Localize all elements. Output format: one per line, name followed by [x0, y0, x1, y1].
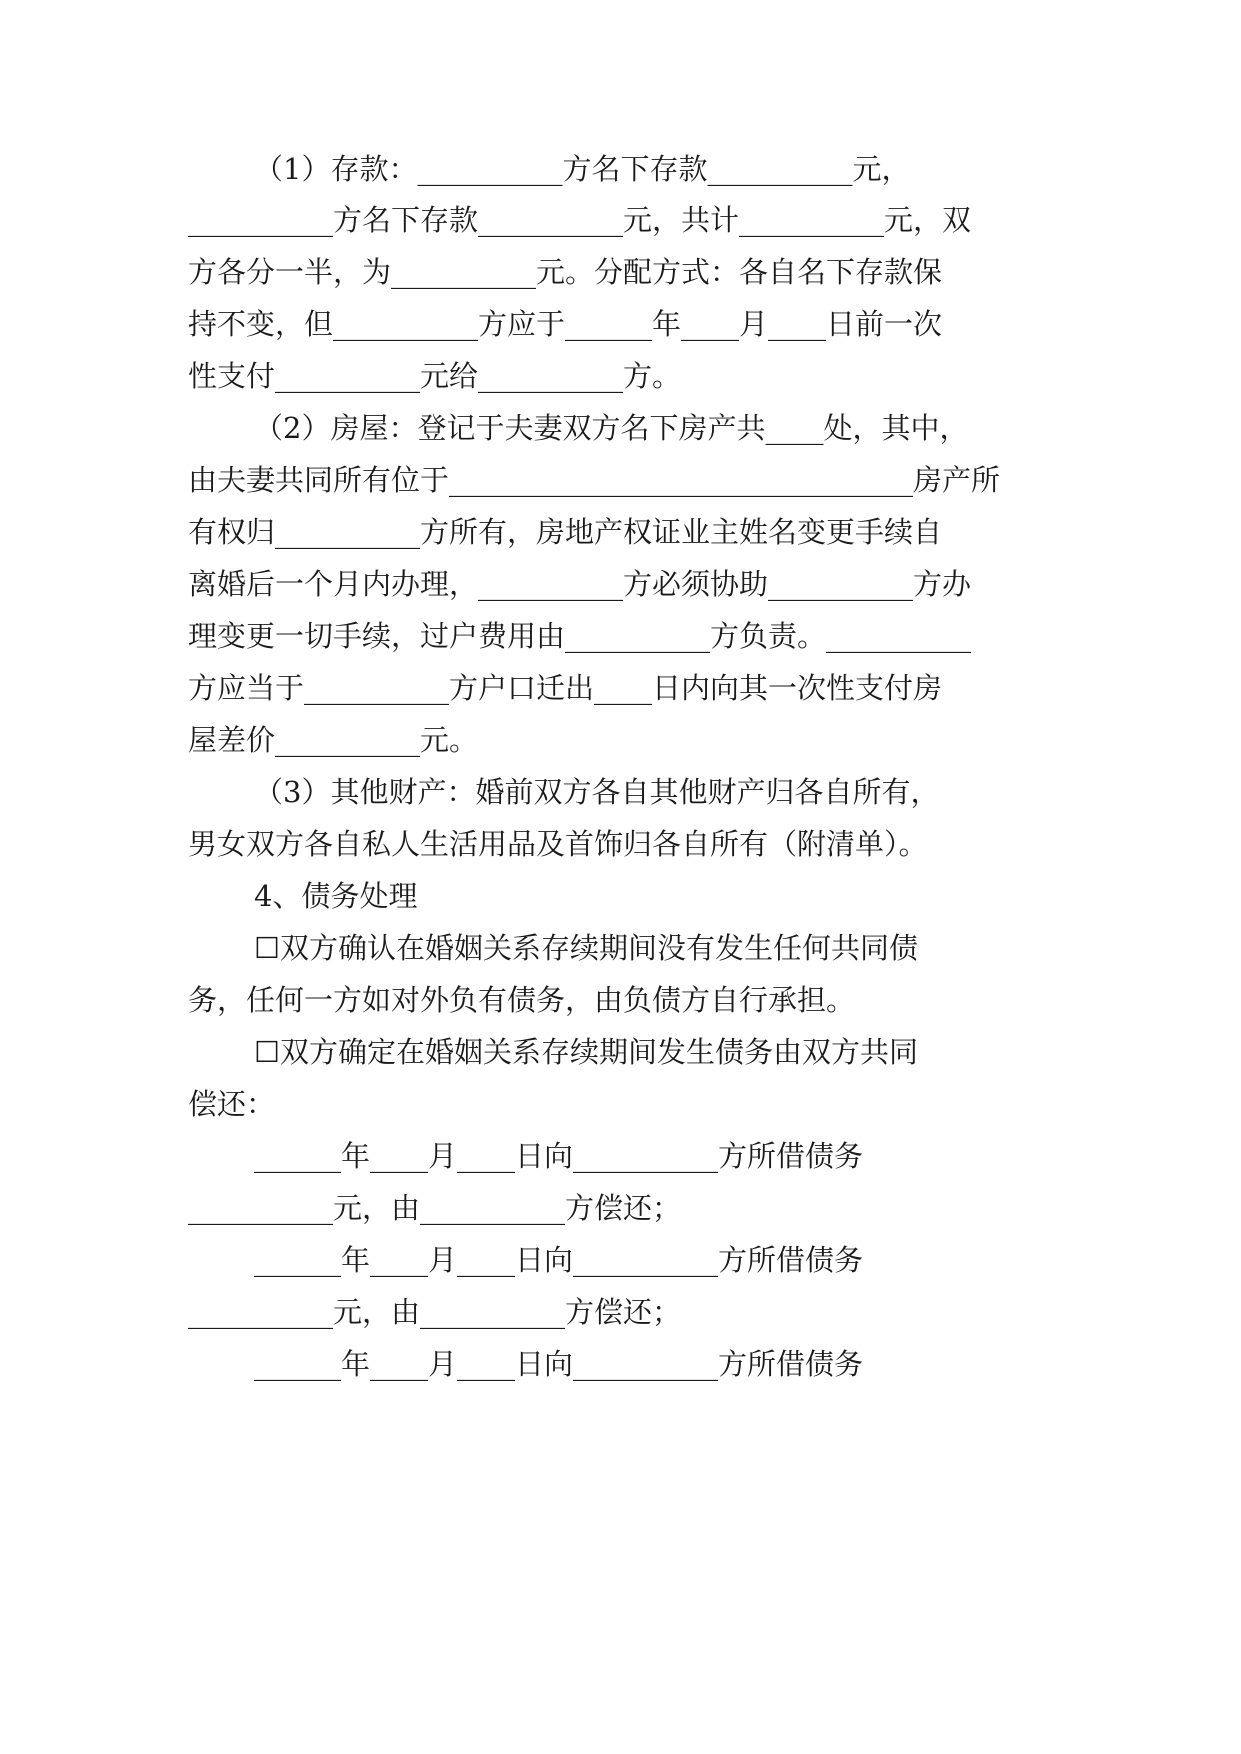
- deposit-clause-line-5: 性支付__________元给__________方。: [188, 359, 682, 393]
- deposit-clause-line-2: __________方名下存款__________元，共计__________元，双: [188, 203, 972, 237]
- debt-option-1-line-1: ☐双方确认在婚姻关系存续期间没有发生任何共同债: [254, 931, 918, 965]
- house-clause-line-2: 由夫妻共同所有位于________________________________房产所: [188, 463, 1001, 497]
- house-clause-line-4: 离婚后一个月内办理，__________方必须协助__________方办: [188, 567, 972, 601]
- other-property-line-1: （3）其他财产：婚前双方各自其他财产归各自所有，: [254, 775, 940, 809]
- debt-entry-2-line-1: ______年____月____日向__________方所借债务: [254, 1243, 864, 1277]
- house-clause-line-5: 理变更一切手续，过户费用由__________方负责。__________: [188, 619, 972, 653]
- house-clause-line-1: （2）房屋：登记于夫妻双方名下房产共____处，其中，: [254, 411, 969, 445]
- debt-entry-1-line-1: ______年____月____日向__________方所借债务: [254, 1139, 864, 1173]
- debt-entry-1-line-2: __________元，由__________方偿还；: [188, 1191, 682, 1225]
- deposit-clause-line-1: （1）存款：__________方名下存款__________元，: [254, 152, 911, 186]
- debt-option-2-line-2: 偿还：: [188, 1087, 276, 1121]
- deposit-clause-line-4: 持不变，但__________方应于______年____月____日前一次: [188, 307, 943, 341]
- other-property-line-2: 男女双方各自私人生活用品及首饰归各自所有（附清单）。: [188, 827, 928, 861]
- debt-entry-2-line-2: __________元，由__________方偿还；: [188, 1295, 682, 1329]
- debt-option-1-line-2: 务，任何一方如对外负有债务，由负债方自行承担。: [188, 983, 856, 1017]
- debt-entry-3-line-1: ______年____月____日向__________方所借债务: [254, 1347, 864, 1381]
- debt-section-heading: 4、债务处理: [254, 879, 418, 913]
- debt-option-2-line-1: ☐双方确定在婚姻关系存续期间发生债务由双方共同: [254, 1035, 918, 1069]
- house-clause-line-7: 屋差价__________元。: [188, 723, 479, 757]
- house-clause-line-6: 方应当于__________方户口迁出____日内向其一次性支付房: [188, 671, 943, 705]
- house-clause-line-3: 有权归__________方所有，房地产权证业主姓名变更手续自: [188, 515, 943, 549]
- deposit-clause-line-3: 方各分一半，为__________元。分配方式：各自名下存款保: [188, 255, 943, 289]
